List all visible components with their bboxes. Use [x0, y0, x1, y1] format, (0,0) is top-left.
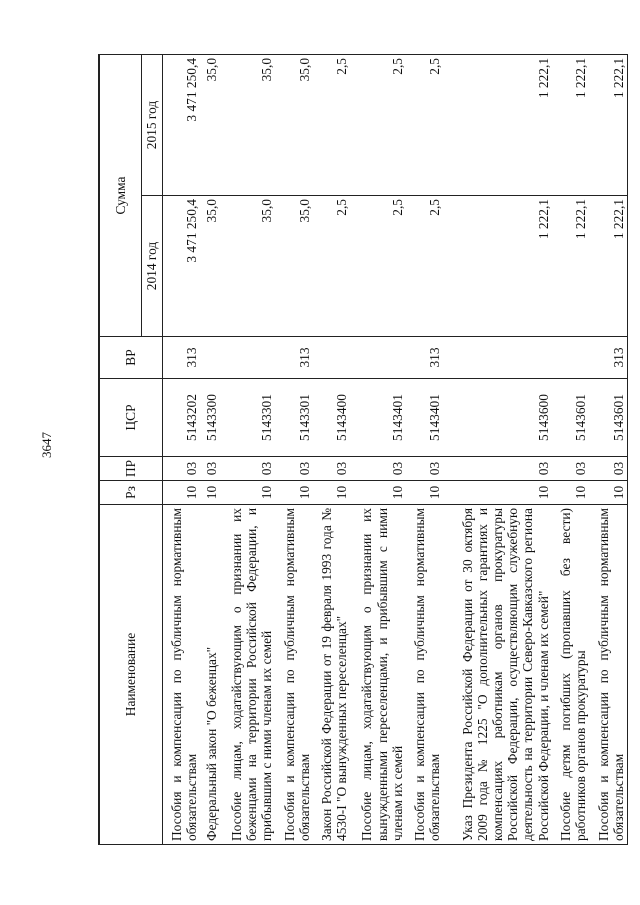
table-row	[220, 54, 275, 844]
cell-pr: 03	[200, 457, 220, 481]
cell-vr: 313	[162, 337, 200, 379]
cell-csr: 5143601	[552, 379, 590, 457]
cell-s2014: 2,5	[406, 196, 444, 337]
table-row	[589, 54, 627, 844]
cell-rz: 10	[220, 481, 275, 505]
header-name: Наименование	[99, 505, 162, 845]
table-row	[313, 54, 351, 844]
cell-s2014: 35,0	[220, 196, 275, 337]
cell-pr: 03	[443, 457, 551, 481]
cell-name: Пособие лицам, ходатайствующим о признании их беженцами на территории Российской Федерации, и прибывшим с ними членам их семей	[220, 505, 275, 845]
cell-vr: 313	[406, 337, 444, 379]
cell-vr	[313, 337, 351, 379]
cell-pr: 03	[406, 457, 444, 481]
header-rz: Рз	[99, 481, 162, 505]
cell-vr	[200, 337, 220, 379]
cell-vr	[552, 337, 590, 379]
cell-s2015: 35,0	[220, 54, 275, 195]
cell-rz: 10	[406, 481, 444, 505]
cell-s2015: 35,0	[200, 54, 220, 195]
cell-s2014: 2,5	[351, 196, 406, 337]
cell-rz: 10	[275, 481, 313, 505]
cell-pr: 03	[313, 457, 351, 481]
cell-s2014: 3 471 250,4	[162, 196, 200, 337]
cell-rz: 10	[200, 481, 220, 505]
cell-csr: 5143601	[589, 379, 627, 457]
budget-table	[98, 54, 628, 845]
cell-rz: 10	[443, 481, 551, 505]
cell-rz: 10	[351, 481, 406, 505]
cell-s2014: 2,5	[313, 196, 351, 337]
table-row	[552, 54, 590, 844]
cell-vr	[443, 337, 551, 379]
header-2014: 2014 год	[141, 196, 162, 337]
cell-name: Пособие лицам, ходатайствующим о признании их вынужденными переселенцами, и прибывшим с ними членам их семей	[351, 505, 406, 845]
cell-s2015: 1 222,1	[589, 54, 627, 195]
cell-rz: 10	[589, 481, 627, 505]
cell-csr: 5143202	[162, 379, 200, 457]
cell-csr: 5143401	[406, 379, 444, 457]
cell-pr: 03	[552, 457, 590, 481]
cell-pr: 03	[351, 457, 406, 481]
page-number: 3647	[39, 432, 54, 458]
cell-pr: 03	[162, 457, 200, 481]
cell-name: Пособия и компенсации по публичным нормативным обязательствам	[275, 505, 313, 845]
cell-csr: 5143600	[443, 379, 551, 457]
cell-s2014: 35,0	[200, 196, 220, 337]
cell-vr	[220, 337, 275, 379]
cell-rz: 10	[162, 481, 200, 505]
cell-name: Пособия и компенсации по публичным нормативным обязательствам	[589, 505, 627, 845]
table-row	[351, 54, 406, 844]
table-row	[443, 54, 551, 844]
header-vr: ВР	[99, 337, 162, 379]
table-row	[275, 54, 313, 844]
cell-s2015: 2,5	[351, 54, 406, 195]
cell-pr: 03	[589, 457, 627, 481]
cell-s2014: 35,0	[275, 196, 313, 337]
cell-vr: 313	[275, 337, 313, 379]
cell-name: Федеральный закон "О беженцах"	[200, 505, 220, 845]
cell-pr: 03	[275, 457, 313, 481]
cell-vr	[351, 337, 406, 379]
cell-rz: 10	[552, 481, 590, 505]
cell-name: Пособие детям погибших (пропавших без вести) работников органов прокуратуры	[552, 505, 590, 845]
cell-csr: 5143300	[200, 379, 220, 457]
cell-csr: 5143401	[351, 379, 406, 457]
rotated-page	[98, 55, 628, 845]
cell-vr: 313	[589, 337, 627, 379]
cell-csr: 5143400	[313, 379, 351, 457]
cell-pr: 03	[220, 457, 275, 481]
cell-name: Указ Президента Российской Федерации от 30 октября 2009 года № 1225 "О дополнительных гарантиях и компенсациях работникам органов прокуратуры Российской Федерации, осуществляющим служебную деятельность на территории Северо-Кавказского региона Российской Федерации, и членам их семей"	[443, 505, 551, 845]
cell-name: Закон Российской Федерации от 19 февраля 1993 года № 4530-I "О вынужденных переселенцах"	[313, 505, 351, 845]
header-sum: Сумма	[99, 54, 141, 336]
cell-s2015: 1 222,1	[443, 54, 551, 195]
cell-s2015: 35,0	[275, 54, 313, 195]
cell-name: Пособия и компенсации по публичным нормативным обязательствам	[406, 505, 444, 845]
cell-s2014: 1 222,1	[552, 196, 590, 337]
header-2015: 2015 год	[141, 54, 162, 195]
cell-s2014: 1 222,1	[589, 196, 627, 337]
cell-name: Пособия и компенсации по публичным нормативным обязательствам	[162, 505, 200, 845]
cell-s2015: 1 222,1	[552, 54, 590, 195]
cell-s2015: 2,5	[313, 54, 351, 195]
cell-csr: 5143301	[220, 379, 275, 457]
cell-rz: 10	[313, 481, 351, 505]
table-row	[162, 54, 200, 844]
table-row	[406, 54, 444, 844]
cell-csr: 5143301	[275, 379, 313, 457]
cell-s2015: 2,5	[406, 54, 444, 195]
header-csr: ЦСР	[99, 379, 162, 457]
table-row	[200, 54, 220, 844]
header-pr: ПР	[99, 457, 162, 481]
cell-s2014: 1 222,1	[443, 196, 551, 337]
cell-s2015: 3 471 250,4	[162, 54, 200, 195]
